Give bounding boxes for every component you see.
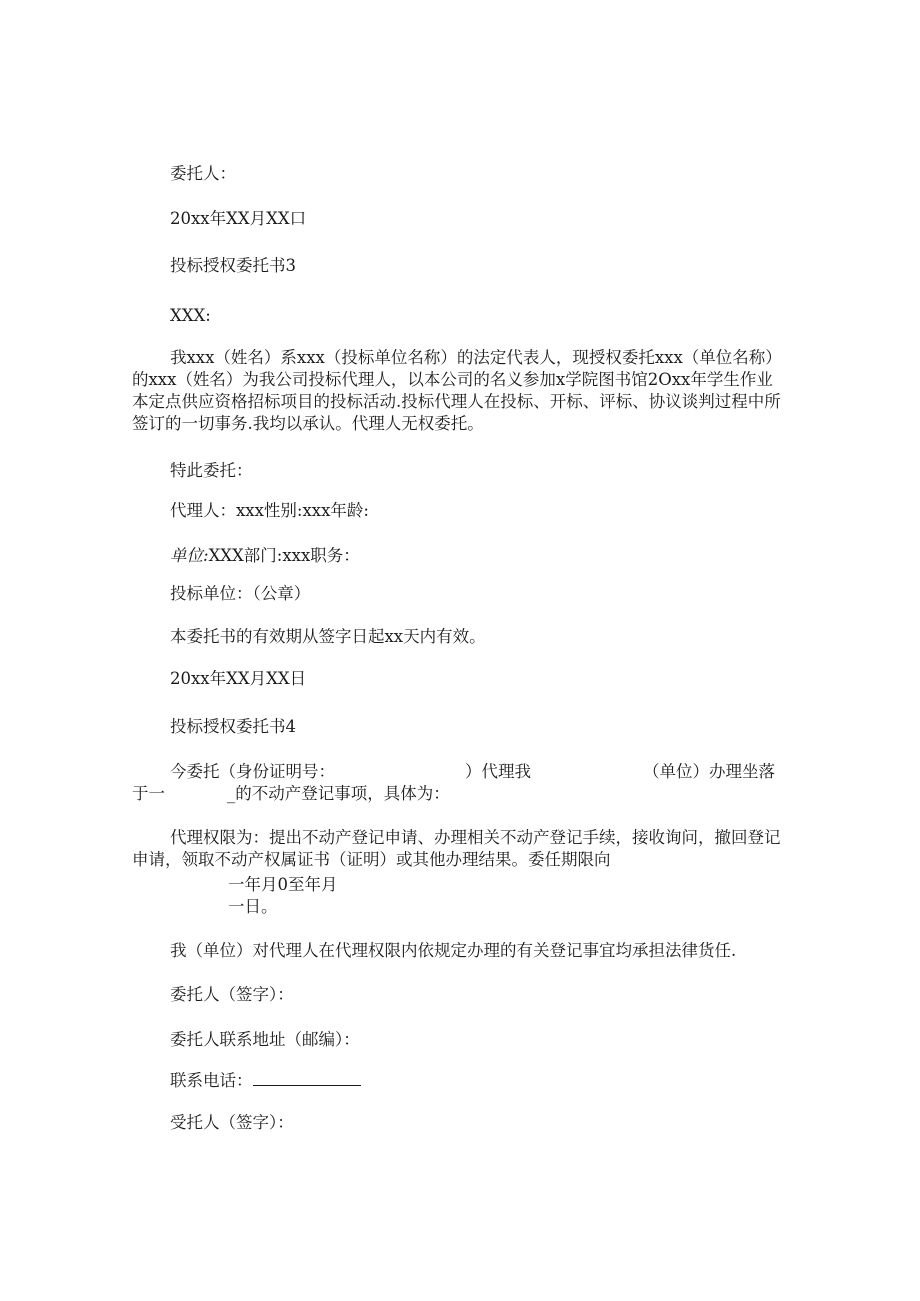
- agent-info: 代理人：xxx性别:xxx年龄:: [170, 501, 369, 520]
- addressee: XXX:: [170, 306, 211, 325]
- unit-prefix: 单位:: [170, 546, 209, 565]
- client-signature: 委托人（签字）：: [170, 985, 294, 1004]
- unit-info: [170, 545, 360, 567]
- unit-rest: XXX部门:xxx职务：: [208, 546, 360, 565]
- entrust-text-b: ）代理我: [465, 762, 531, 781]
- section-title-3: 投标授权委托书3: [170, 256, 296, 275]
- client-address: 委托人联系地址（邮编）：: [170, 1030, 360, 1049]
- trustee-signature: 受托人（签字）：: [170, 1113, 294, 1132]
- authority-text: 代理权限为：提出不动产登记申请、办理相关不动产登记手续，接收询问，撤回登记申请，领取不动产权属证书（证明）或其他办理结果。委任期限向: [132, 828, 781, 869]
- entrust-text-c: （单位）办理坐落于一: [132, 762, 775, 803]
- client-label: 委托人：: [170, 164, 236, 183]
- period-line-1: 一年月0至年月: [228, 875, 338, 894]
- phone-label: 联系电话：: [170, 1071, 253, 1090]
- authorization-text: 我xxx（姓名）系xxx（投标单位名称）的法定代表人，现授权委托xxx（单位名称）的xxx（姓名）为我公司投标代理人，以本公司的名义参加x学院图书馆2Oxx年学生作业本定点供应资格招标项目的投标活动.投标代理人在投标、开标、评标、协议谈判过程中所签订的一切事务.我均以承认。代理人无权委托。: [132, 348, 782, 433]
- phone-line: [170, 1070, 361, 1092]
- bid-unit-seal: 投标单位：（公章）: [170, 584, 311, 603]
- date-line-1: 20xx年XX月XX口: [170, 209, 307, 228]
- authority-paragraph: [132, 827, 782, 871]
- date-line-2: 20xx年XX月XX日: [170, 669, 307, 688]
- section-title-4: 投标授权委托书4: [170, 717, 296, 736]
- liability-statement: 我（单位）对代理人在代理权限内依规定办理的有关登记事宜均承担法律货任.: [170, 941, 737, 960]
- phone-blank: [253, 1071, 361, 1086]
- hereby-entrust: 特此委托：: [170, 461, 253, 480]
- validity-line: 本委托书的有效期从签字日起xx天内有效。: [170, 627, 486, 646]
- entrust-text-a: 今委托（身份证明号：: [170, 762, 335, 781]
- period-line-2: 一日。: [228, 897, 278, 916]
- entrust-text-d: _的不动产登记事项，具体为：: [227, 784, 450, 803]
- entrust-paragraph: [132, 761, 782, 805]
- authorization-paragraph: [132, 347, 782, 435]
